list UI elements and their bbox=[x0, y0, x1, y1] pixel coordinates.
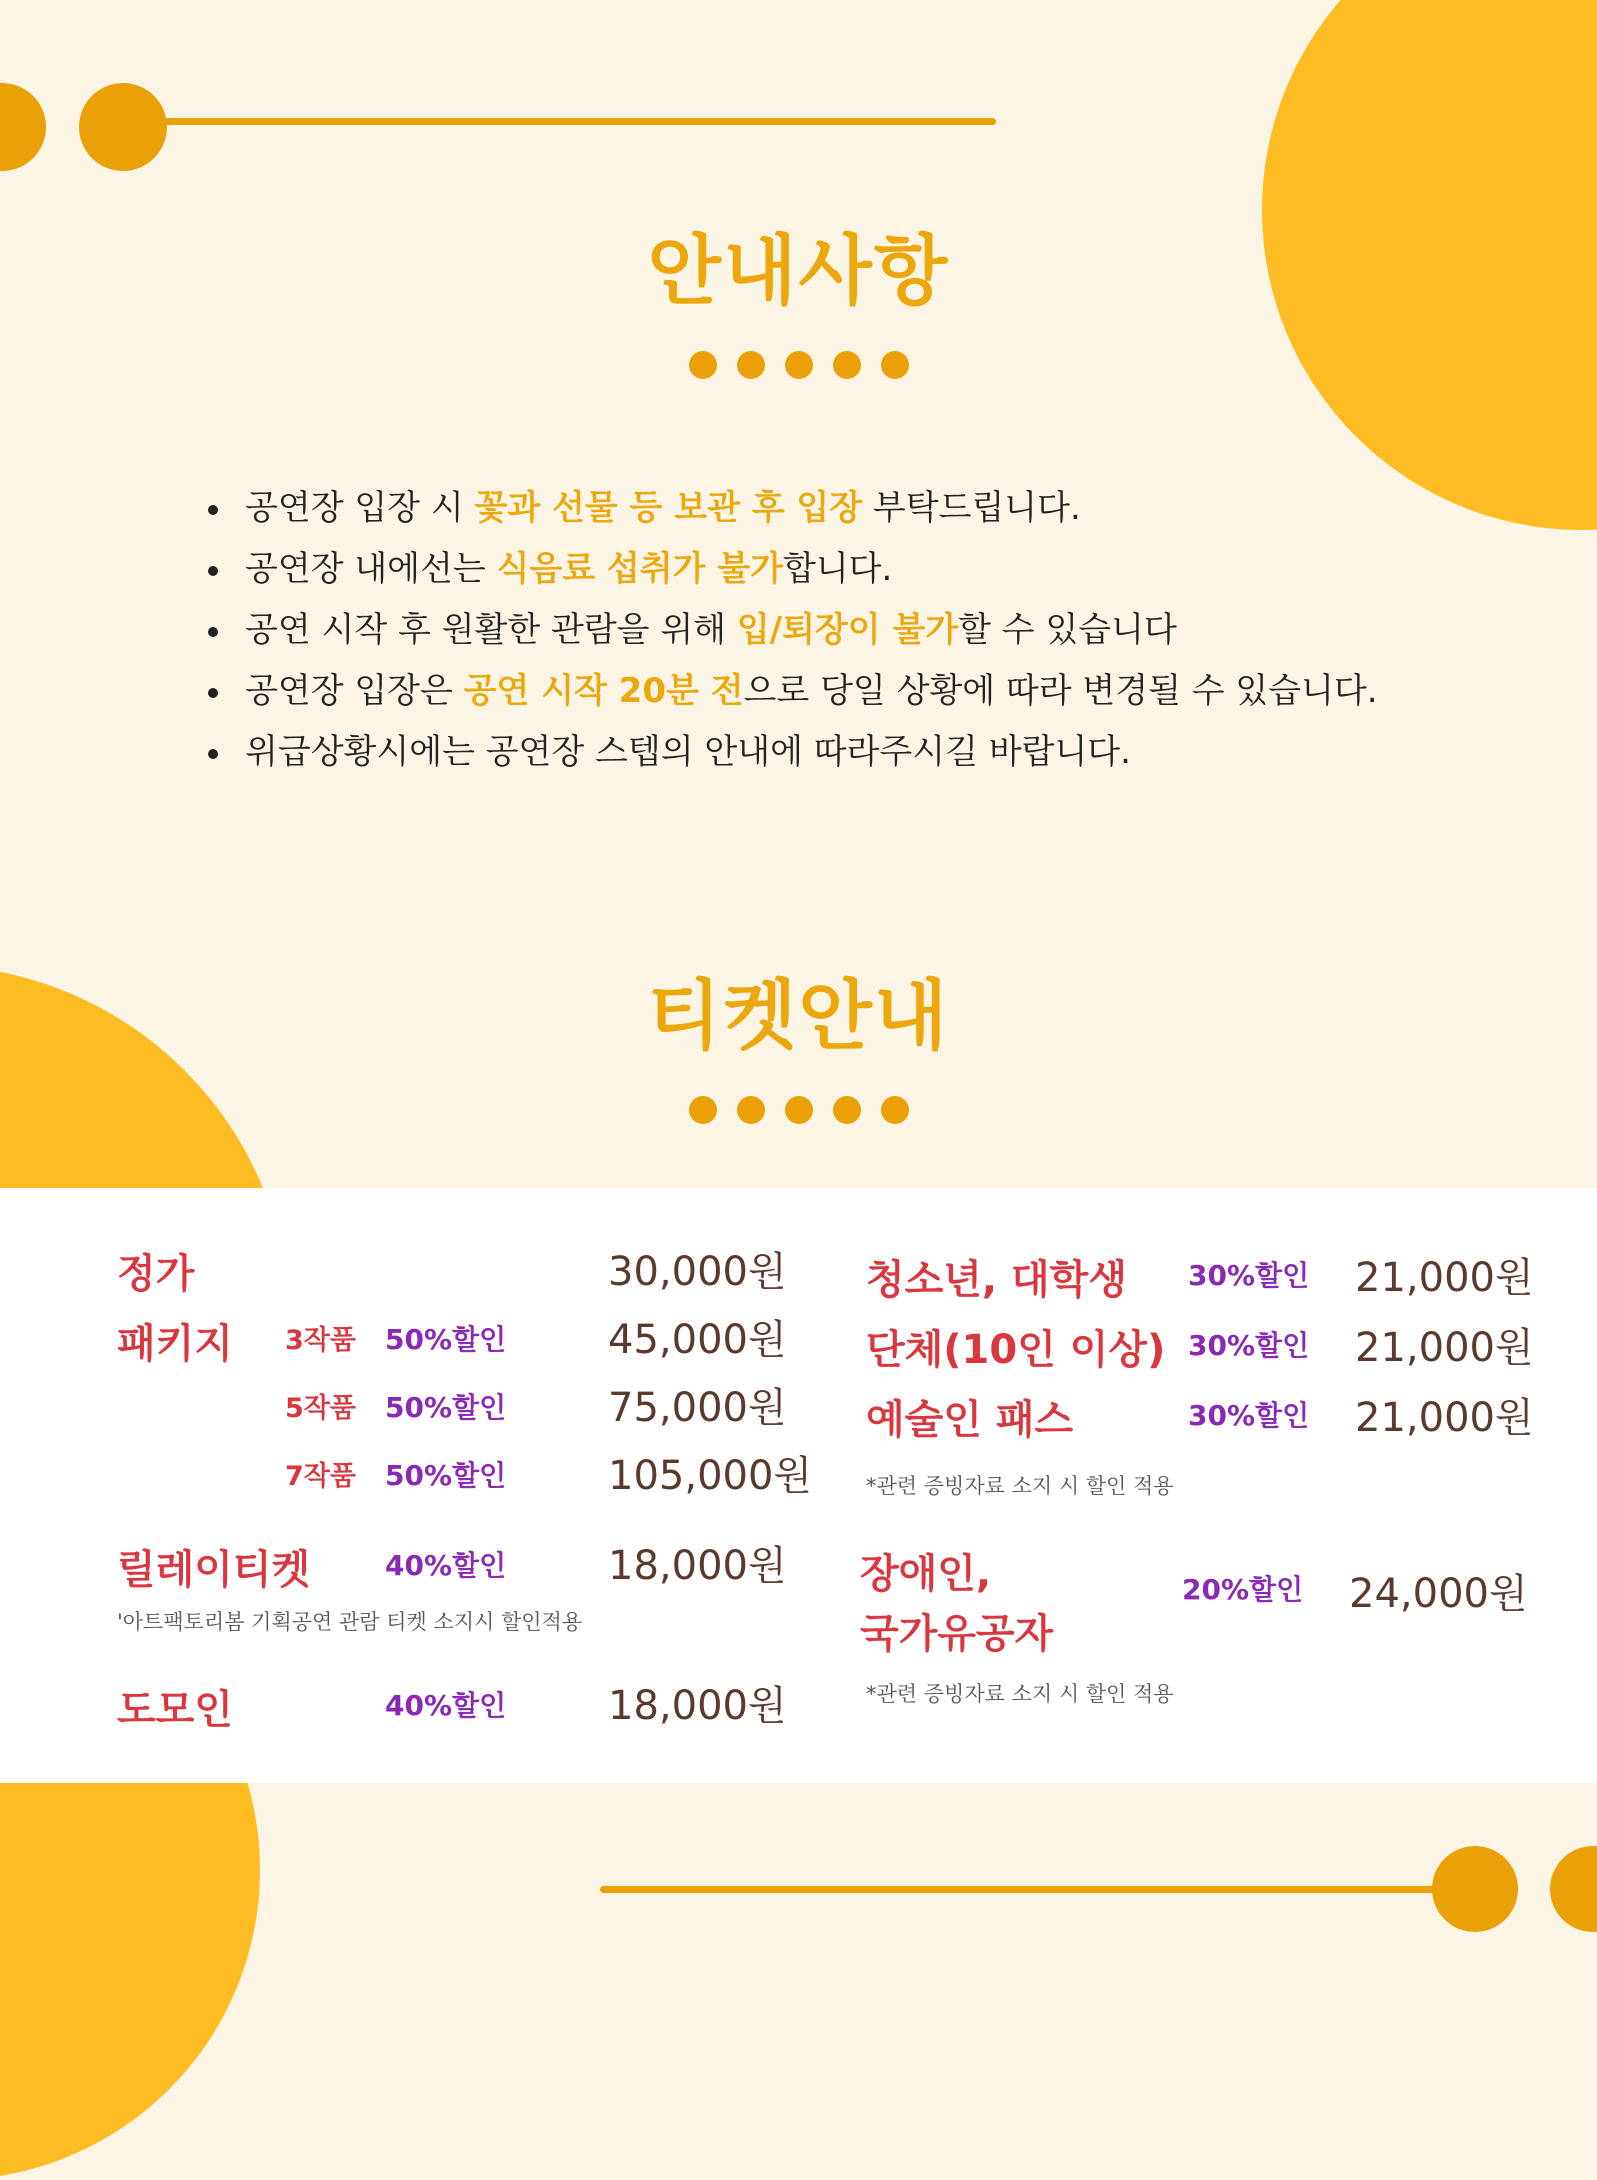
notice-title: 안내사항 bbox=[647, 226, 950, 315]
notice-item: 공연장 내에선는 식음료 섭취가 불가합니다. bbox=[245, 539, 1445, 600]
youth-price: 21,000원 bbox=[1355, 1255, 1534, 1301]
disabled-price: 24,000원 bbox=[1349, 1571, 1528, 1617]
youth-label: 청소년, 대학생 bbox=[866, 1257, 1127, 1303]
relay-discount: 40%할인 bbox=[385, 1549, 507, 1582]
decorative-line bbox=[600, 1886, 1440, 1893]
package-price: 45,000원 bbox=[608, 1317, 787, 1363]
decorative-dot bbox=[1432, 1846, 1518, 1932]
group-discount: 30%할인 bbox=[1188, 1329, 1310, 1362]
notice-divider-dots bbox=[0, 351, 1597, 379]
regular-price: 30,000원 bbox=[608, 1249, 787, 1295]
relay-note: '아트팩토리봄 기획공연 관람 티켓 소지시 할인적용 bbox=[117, 1610, 583, 1634]
decorative-dot bbox=[1550, 1846, 1597, 1932]
regular-label: 정가 bbox=[117, 1251, 195, 1297]
ticket-price-panel bbox=[0, 1188, 1597, 1783]
package-works: 7작품 bbox=[285, 1461, 356, 1492]
notice-item: 공연장 입장 시 꽃과 선물 등 보관 후 입장 부탁드립니다. bbox=[245, 478, 1445, 539]
artpass-discount: 30%할인 bbox=[1188, 1399, 1310, 1432]
group-label: 단체(10인 이상) bbox=[866, 1327, 1166, 1373]
disabled-label-line2: 국가유공자 bbox=[860, 1611, 1054, 1657]
ticket-divider-dots bbox=[0, 1096, 1597, 1124]
package-works: 5작품 bbox=[285, 1393, 356, 1424]
domoin-price: 18,000원 bbox=[608, 1683, 787, 1729]
notice-item: 공연 시작 후 원활한 관람을 위해 입/퇴장이 불가할 수 있습니다 bbox=[245, 600, 1445, 661]
evidence-note: *관련 증빙자료 소지 시 할인 적용 bbox=[866, 1474, 1174, 1498]
notice-item: 위급상황시에는 공연장 스텝의 안내에 따라주시길 바랍니다. bbox=[245, 722, 1445, 783]
notice-item: 공연장 입장은 공연 시작 20분 전으로 당일 상황에 따라 변경될 수 있습니다. bbox=[245, 661, 1445, 722]
relay-label: 릴레이티켓 bbox=[117, 1547, 311, 1593]
domoin-label: 도모인 bbox=[117, 1687, 233, 1733]
disabled-discount: 20%할인 bbox=[1182, 1573, 1304, 1606]
ticket-title: 티켓안내 bbox=[647, 971, 950, 1060]
package-discount: 50%할인 bbox=[385, 1459, 507, 1492]
youth-discount: 30%할인 bbox=[1188, 1259, 1310, 1292]
evidence-note: *관련 증빙자료 소지 시 할인 적용 bbox=[866, 1682, 1174, 1706]
package-discount: 50%할인 bbox=[385, 1323, 507, 1356]
package-works: 3작품 bbox=[285, 1325, 356, 1356]
package-price: 75,000원 bbox=[608, 1385, 787, 1431]
package-label: 패키지 bbox=[117, 1321, 233, 1367]
package-discount: 50%할인 bbox=[385, 1391, 507, 1424]
decorative-dot bbox=[0, 83, 46, 171]
package-price: 105,000원 bbox=[608, 1453, 813, 1499]
domoin-discount: 40%할인 bbox=[385, 1689, 507, 1722]
decorative-line bbox=[160, 118, 996, 125]
disabled-label-line1: 장애인, bbox=[860, 1551, 992, 1597]
notice-list bbox=[245, 478, 1445, 783]
relay-price: 18,000원 bbox=[608, 1543, 787, 1589]
artpass-price: 21,000원 bbox=[1355, 1395, 1534, 1441]
artpass-label: 예술인 패스 bbox=[866, 1397, 1074, 1443]
group-price: 21,000원 bbox=[1355, 1325, 1534, 1371]
decorative-dot bbox=[79, 83, 167, 171]
